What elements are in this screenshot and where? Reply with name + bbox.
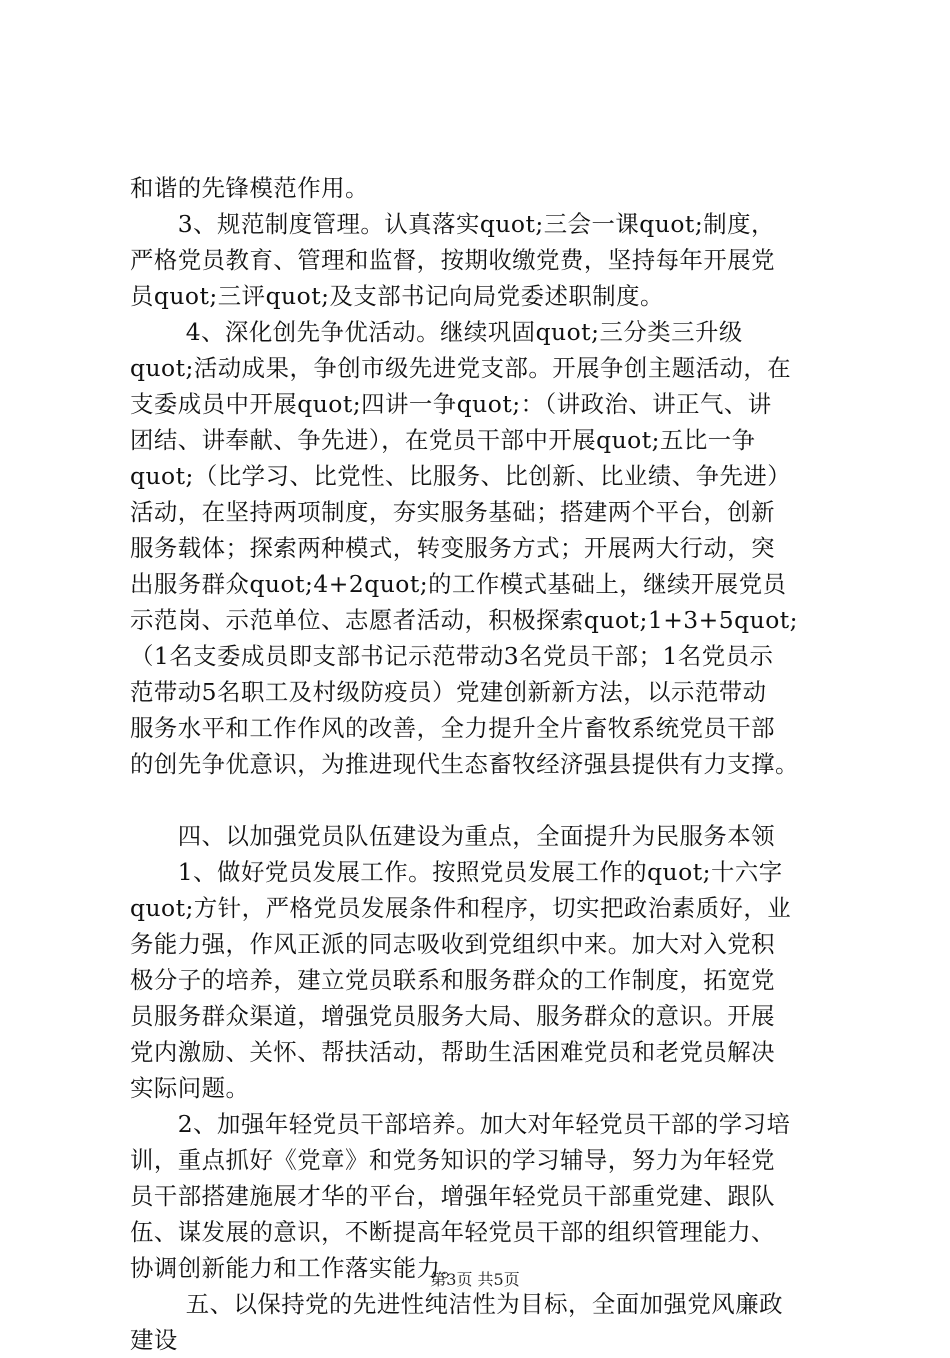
text-line: 协调创新能力和工作落实能力。 bbox=[130, 1254, 465, 1282]
text-line: 务能力强，作风正派的同志吸收到党组织中来。加大对入党积 bbox=[130, 930, 776, 958]
text-line: 员服务群众渠道，增强党员服务大局、服务群众的意识。开展 bbox=[130, 1002, 776, 1030]
text-line: 活动，在坚持两项制度，夯实服务基础；搭建两个平台，创新 bbox=[130, 498, 776, 526]
text-line: 严格党员教育、管理和监督，按期收缴党费，坚持每年开展党 bbox=[130, 246, 776, 274]
text-line: 党内激励、关怀、帮扶活动，帮助生活困难党员和老党员解决 bbox=[130, 1038, 776, 1066]
section-heading: 四、以加强党员队伍建设为重点，全面提升为民服务本领 bbox=[130, 822, 776, 850]
section-heading: 五、以保持党的先进性纯洁性为目标，全面加强党风廉政 bbox=[130, 1290, 783, 1318]
paragraph-gap bbox=[130, 782, 830, 818]
text-line: 支委成员中开展quot;四讲一争quot;：（讲政治、讲正气、讲 bbox=[130, 390, 772, 418]
page-number-footer: 第3页 共5页 bbox=[430, 1270, 520, 1289]
text-line: quot;方针，严格党员发展条件和程序，切实把政治素质好，业 bbox=[130, 894, 792, 922]
text-line: 伍、谋发展的意识，不断提高年轻党员干部的组织管理能力、 bbox=[130, 1218, 776, 1246]
text-line: 和谐的先锋模范作用。 bbox=[130, 174, 369, 202]
document-body bbox=[130, 170, 830, 1358]
text-line: 范带动5名职工及村级防疫员）党建创新新方法，以示范带动 bbox=[130, 678, 767, 706]
text-line: （1名支委成员即支部书记示范带动3名党员干部；1名党员示 bbox=[130, 642, 774, 670]
text-line: 出服务群众quot;4+2quot;的工作模式基础上，继续开展党员 bbox=[130, 570, 787, 598]
text-line: 服务水平和工作作风的改善，全力提升全片畜牧系统党员干部 bbox=[130, 714, 776, 742]
text-line: 建设 bbox=[130, 1326, 178, 1354]
text-line: 员干部搭建施展才华的平台，增强年轻党员干部重党建、跟队 bbox=[130, 1182, 776, 1210]
text-line: 3、规范制度管理。认真落实quot;三会一课quot;制度， bbox=[130, 210, 775, 238]
text-line: 4、深化创先争优活动。继续巩固quot;三分类三升级 bbox=[130, 318, 743, 346]
text-line: quot;（比学习、比党性、比服务、比创新、比业绩、争先进） bbox=[130, 462, 792, 490]
text-line: 团结、讲奉献、争先进），在党员干部中开展quot;五比一争 bbox=[130, 426, 756, 454]
text-line: 1、做好党员发展工作。按照党员发展工作的quot;十六字 bbox=[130, 858, 783, 886]
text-line: 服务载体；探索两种模式，转变服务方式；开展两大行动，突 bbox=[130, 534, 776, 562]
text-line: 极分子的培养，建立党员联系和服务群众的工作制度，拓宽党 bbox=[130, 966, 776, 994]
text-line: 的创先争优意识，为推进现代生态畜牧经济强县提供有力支撑。 bbox=[130, 750, 799, 778]
text-line: 2、加强年轻党员干部培养。加大对年轻党员干部的学习培 bbox=[130, 1110, 791, 1138]
text-line: 实际问题。 bbox=[130, 1074, 250, 1102]
text-line: 示范岗、示范单位、志愿者活动，积极探索quot;1+3+5quot; bbox=[130, 606, 799, 634]
text-line: 员quot;三评quot;及支部书记向局党委述职制度。 bbox=[130, 282, 664, 310]
text-line: 训，重点抓好《党章》和党务知识的学习辅导，努力为年轻党 bbox=[130, 1146, 776, 1174]
text-line: quot;活动成果，争创市级先进党支部。开展争创主题活动，在 bbox=[130, 354, 792, 382]
